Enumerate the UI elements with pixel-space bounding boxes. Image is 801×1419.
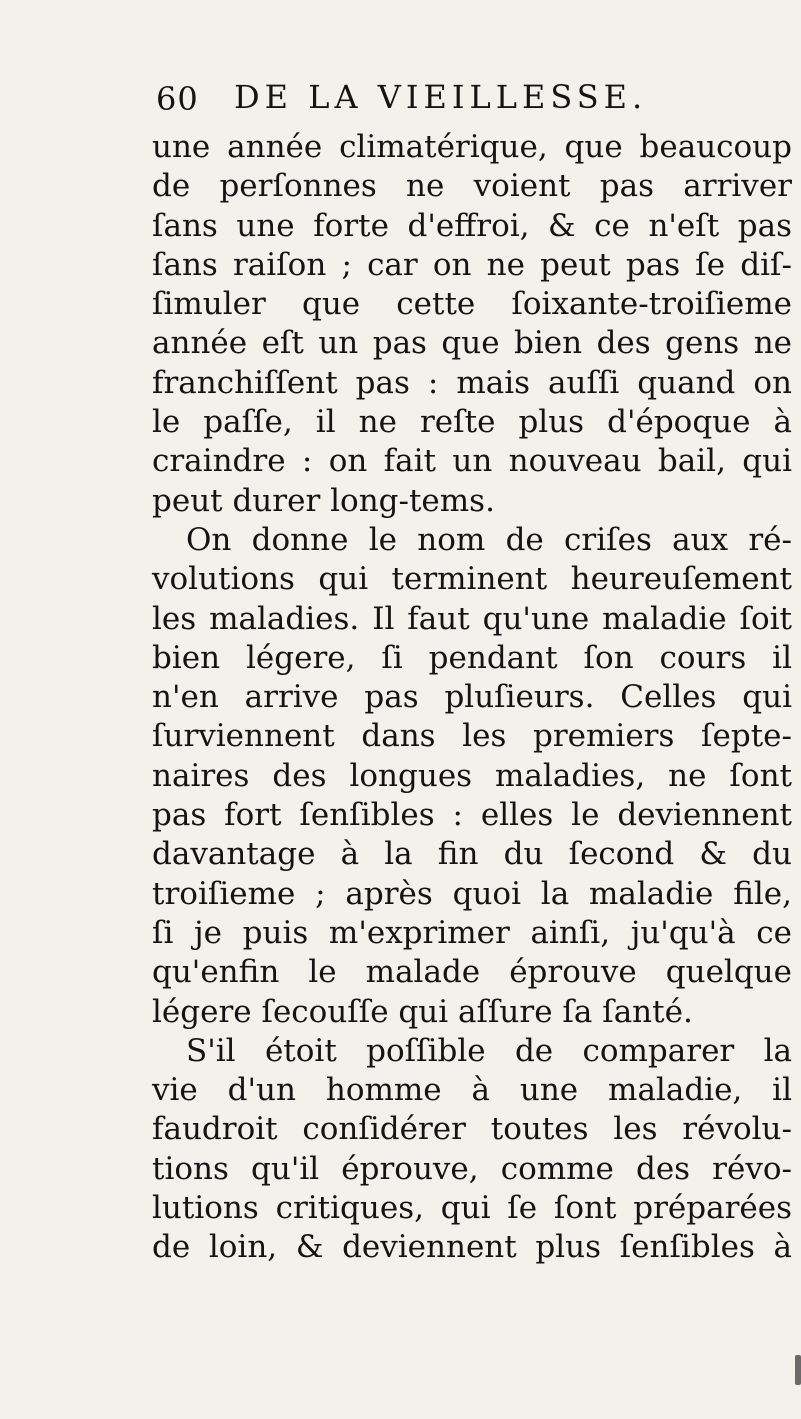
text-line: de loin, & deviennent plus ſenſibles à <box>152 1229 792 1266</box>
text-line: une année climatérique, que beaucoup <box>152 129 792 165</box>
text-line: volutions qui terminent heureuſement <box>152 561 792 598</box>
text-line: le paſſe, il ne reſte plus d'époque à <box>152 404 792 441</box>
text-line: n'en arrive pas pluſieurs. Celles qui <box>152 679 792 716</box>
text-line: faudroit conſidérer toutes les révolu- <box>152 1111 792 1148</box>
text-line: ſurviennent dans les premiers ſepte- <box>152 718 792 755</box>
paragraph-end-line: légere ſecouſſe qui aſſure ſa ſanté. <box>152 993 693 1030</box>
text-line: de perſonnes ne voient pas arriver <box>152 168 792 205</box>
text-line: vie d'un homme à une maladie, il <box>152 1072 792 1109</box>
page-edge-mark <box>795 1355 801 1385</box>
text-line: ſi je puis m'exprimer ainſi, ju'qu'à ce <box>152 914 792 951</box>
text-line: naires des longues maladies, ne ſont <box>152 757 792 794</box>
text-line: franchiſſent pas : mais auſſi quand on <box>152 364 792 401</box>
page-number: 60 <box>156 80 199 118</box>
text-line: les maladies. Il faut qu'une maladie ſoit <box>152 600 792 637</box>
text-line: qu'enfin le malade éprouve quelque <box>152 954 792 991</box>
paragraph-start-line: On donne le nom de criſes aux ré- <box>186 521 792 558</box>
text-line: tions qu'il éprouve, comme des révo- <box>152 1150 792 1187</box>
paragraph-end-line: peut durer long-tems. <box>152 482 495 519</box>
text-line: craindre : on fait un nouveau bail, qui <box>152 443 792 480</box>
text-line: lutions critiques, qui ſe ſont préparées <box>152 1190 792 1227</box>
text-line: ſans une forte d'effroi, & ce n'eſt pas <box>152 207 792 244</box>
text-line: davantage à la fin du ſecond & du <box>152 836 792 873</box>
text-line: ſimuler que cette ſoixante-troiſieme <box>152 286 792 323</box>
page-header <box>156 74 796 122</box>
body-text <box>152 128 792 1268</box>
text-line: pas fort ſenſibles : elles le deviennent <box>152 797 792 834</box>
running-head: DE LA VIEILLESSE. <box>234 78 648 116</box>
text-line: ſans raiſon ; car on ne peut pas ſe diſ- <box>152 246 792 283</box>
text-line: bien légere, ſi pendant ſon cours il <box>152 639 792 676</box>
paragraph-start-line: S'il étoit poſſible de comparer la <box>186 1032 792 1069</box>
text-line: année eſt un pas que bien des gens ne <box>152 325 792 362</box>
text-line: troiſieme ; après quoi la maladie file, <box>152 875 792 912</box>
